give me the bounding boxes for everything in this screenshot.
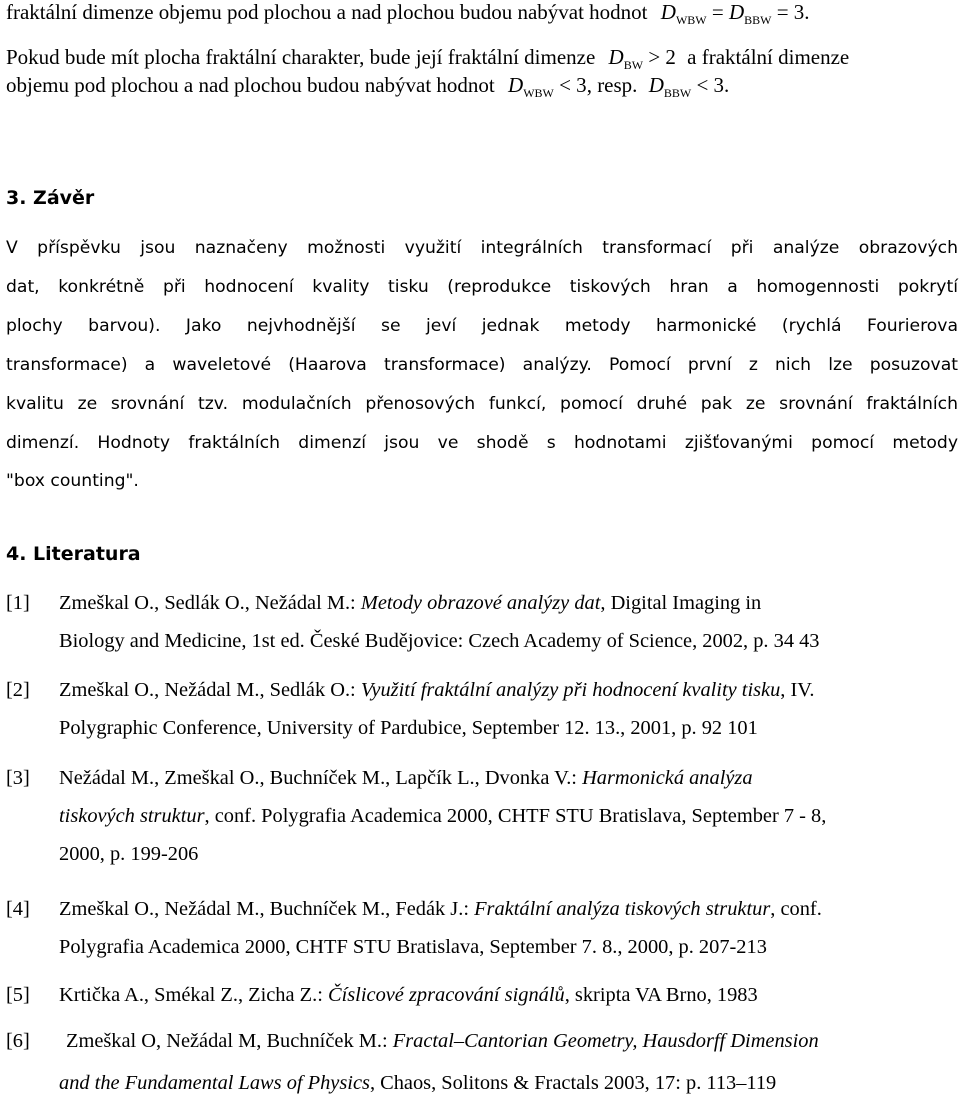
- reference-line: Biology and Medicine, 1st ed. České Budějovice: Czech Academy of Science, 2002, p. 34 43: [59, 630, 820, 652]
- body-line: dat, konkrétně při hodnocení kvality tisku (reprodukce tiskových hran a homogennosti pokrytí: [6, 276, 958, 297]
- reference-line: Zmeškal O., Sedlák O., Nežádal M.: Metody obrazové analýzy dat, Digital Imaging in: [59, 592, 762, 614]
- reference-line: 2000, p. 199-206: [59, 843, 199, 865]
- reference-line: and the Fundamental Laws of Physics, Chaos, Solitons & Fractals 2003, 17: p. 113–119: [59, 1072, 777, 1094]
- reference-number: [2]: [6, 679, 30, 701]
- equation-wbw-lt: $D_{WBW} < 3$: [508, 73, 587, 100]
- reference-line: Zmeškal O., Nežádal M., Buchníček M., Fedák J.: Fraktální analýza tiskových struktur, conf.: [59, 898, 822, 920]
- body-line: transformace) a waveletové (Haarova transformace) analýzy. Pomocí první z nich lze posuzovat: [6, 354, 958, 375]
- reference-number: [6]: [6, 1030, 30, 1052]
- section-3-heading: 3. Závěr: [6, 187, 95, 209]
- reference-line: Polygraphic Conference, University of Pardubice, September 12. 13., 2001, p. 92 101: [59, 717, 758, 739]
- reference-line: Zmeškal O., Nežádal M., Sedlák O.: Využití fraktální analýzy při hodnocení kvality tisku, IV.: [59, 679, 815, 701]
- reference-title: Fraktální analýza tiskových struktur: [474, 898, 771, 920]
- reference-title: Metody obrazové analýzy dat: [360, 592, 601, 614]
- equation-wbw-bbw: $D_{WBW} = D_{BBW} = 3$.: [660, 0, 810, 27]
- reference-line: Nežádal M., Zmeškal O., Buchníček M., Lapčík L., Dvonka V.: Harmonická analýza: [59, 767, 753, 789]
- reference-line: Polygrafia Academica 2000, CHTF STU Bratislava, September 7. 8., 2000, p. 207-213: [59, 936, 767, 958]
- reference-number: [5]: [6, 984, 30, 1006]
- equation-bw: $D_{BW} > 2$: [608, 45, 676, 72]
- body-line: kvalitu ze srovnání tzv. modulačních přenosových funkcí, pomocí druhé pak ze srovnání fraktálních: [6, 393, 958, 414]
- intro-line-3: [6, 73, 729, 101]
- body-line: "box counting".: [6, 471, 139, 492]
- section-3-body: [6, 229, 958, 501]
- body-line: dimenzí. Hodnoty fraktálních dimenzí jsou ve shodě s hodnotami zjišťovanými pomocí metody: [6, 432, 958, 453]
- intro-line-3-sep: , resp.: [586, 73, 638, 97]
- intro-line-2-text-b: a fraktální dimenze: [687, 45, 850, 69]
- section-4-heading: 4. Literatura: [6, 543, 141, 565]
- reference-line: tiskových struktur, conf. Polygrafia Academica 2000, CHTF STU Bratislava, September 7 - 8,: [59, 805, 827, 827]
- reference-number: [4]: [6, 898, 30, 920]
- intro-line-3-end: .: [724, 73, 730, 97]
- reference-number: [3]: [6, 767, 30, 789]
- reference-title: Číslicové zpracování signálů: [327, 984, 565, 1006]
- intro-line-1-text: fraktální dimenze objemu pod plochou a nad plochou budou nabývat hodnot: [6, 0, 648, 24]
- body-line: plochy barvou). Jako nejvhodnější se jeví jednak metody harmonické (rychlá Fourierova: [6, 315, 958, 336]
- reference-title: Harmonická analýza: [582, 767, 753, 789]
- intro-line-2-text-a: Pokud bude mít plocha fraktální charakter, bude její fraktální dimenze: [6, 45, 596, 69]
- reference-number: [1]: [6, 592, 30, 614]
- equation-bbw-lt: $D_{BBW} < 3$: [648, 73, 725, 100]
- reference-title: Fractal–Cantorian Geometry, Hausdorff Dimension: [392, 1030, 819, 1052]
- reference-title: Využití fraktální analýzy při hodnocení kvality tisku: [360, 679, 781, 701]
- reference-line: Krtička A., Smékal Z., Zicha Z.: Číslicové zpracování signálů, skripta VA Brno, 1983: [59, 984, 758, 1006]
- intro-line-1: [6, 0, 810, 28]
- intro-line-2: [6, 45, 849, 73]
- intro-line-3-text: objemu pod plochou a nad plochou budou nabývat hodnot: [6, 73, 495, 97]
- reference-line: Zmeškal O, Nežádal M, Buchníček M.: Fractal–Cantorian Geometry, Hausdorff Dimension: [66, 1030, 819, 1052]
- body-line: V příspěvku jsou naznačeny možnosti využití integrálních transformací při analýze obrazových: [6, 238, 958, 258]
